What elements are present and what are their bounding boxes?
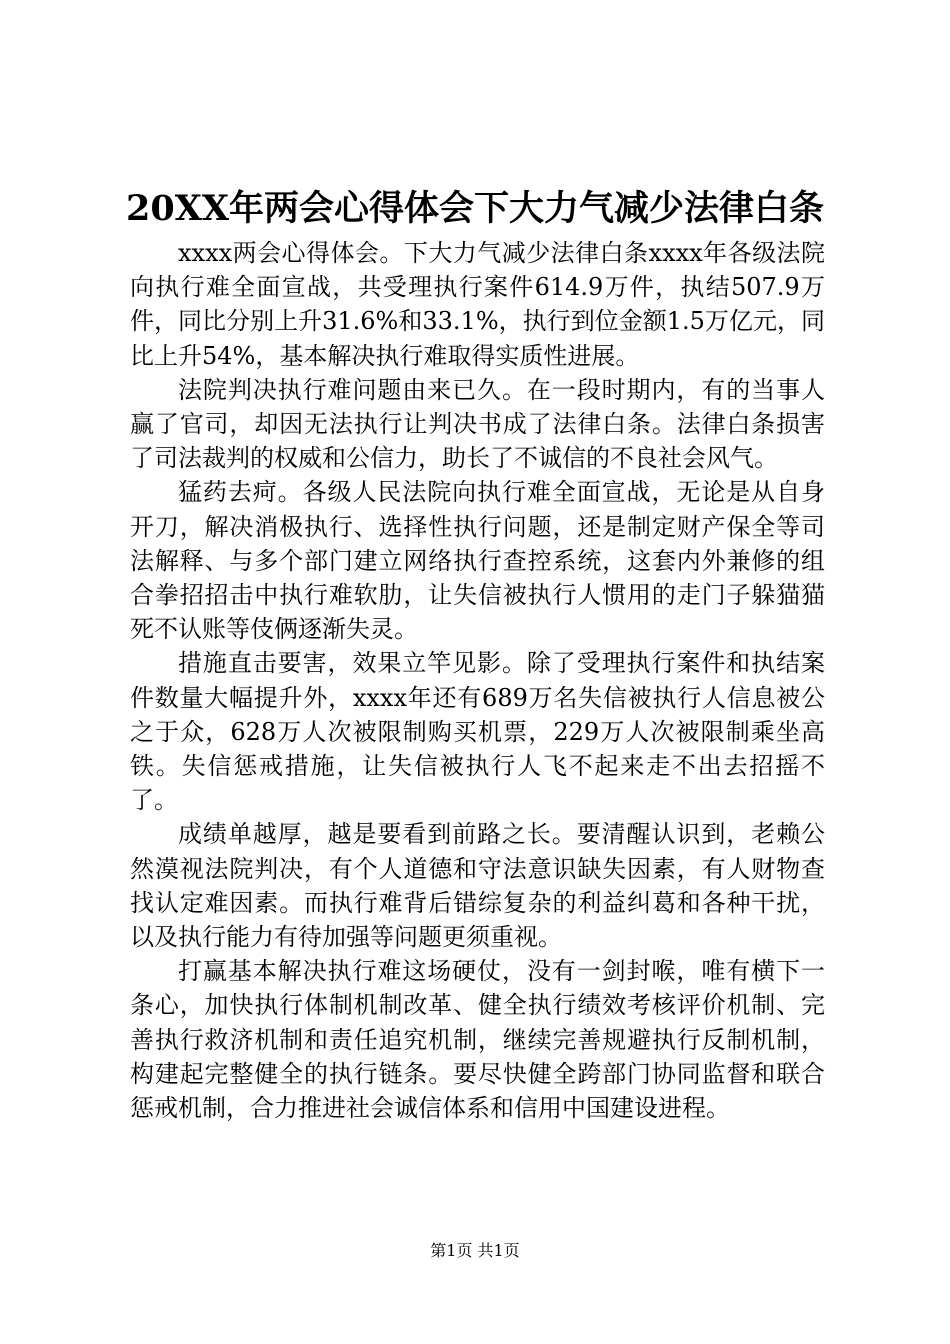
document-title: 20XX年两会心得体会下大力气减少法律白条 (125, 188, 825, 229)
paragraph-6: 打赢基本解决执行难这场硬仗，没有一剑封喉，唯有横下一条心，加快执行体制机制改革、健全执行绩效考核评价机制、完善执行救济机制和责任追究机制，继续完善规避执行反制机制，构建起完整健全的执行链条。要尽快健全跨部门协同监督和联合惩戒机制，合力推进社会诚信体系和信用中国建设进程。 (130, 957, 825, 1123)
paragraph-1: xxxx两会心得体会。下大力气减少法律白条xxxx年各级法院向执行难全面宣战，共受理执行案件614.9万件，执结507.9万件，同比分别上升31.6%和33.1%，执行到位金额1.5万亿元，同比上升54%，基本解决执行难取得实质性进展。 (130, 239, 825, 370)
document-body (130, 236, 825, 1125)
paragraph-2: 法院判决执行难问题由来已久。在一段时期内，有的当事人赢了官司，却因无法执行让判决书成了法律白条。法律白条损害了司法裁判的权威和公信力，助长了不诚信的不良社会风气。 (130, 375, 825, 473)
paragraph-3: 猛药去疴。各级人民法院向执行难全面宣战，无论是从自身开刀，解决消极执行、选择性执行问题，还是制定财产保全等司法解释、与多个部门建立网络执行查控系统，这套内外兼修的组合拳招招击中执行难软肋，让失信被执行人惯用的走门子躲猫猫死不认账等伎俩逐渐失灵。 (130, 478, 825, 644)
page-footer: 第1页 共1页 (430, 1241, 520, 1260)
paragraph-5: 成绩单越厚，越是要看到前路之长。要清醒认识到，老赖公然漠视法院判决，有个人道德和守法意识缺失因素，有人财物查找认定难因素。而执行难背后错综复杂的利益纠葛和各种干扰，以及执行能力有待加强等问题更须重视。 (130, 820, 825, 952)
paragraph-4: 措施直击要害，效果立竿见影。除了受理执行案件和执结案件数量大幅提升外，xxxx年还有689万名失信被执行人信息被公之于众，628万人次被限制购买机票，229万人次被限制乘坐高铁。失信惩戒措施，让失信被执行人飞不起来走不出去招摇不了。 (130, 649, 825, 815)
